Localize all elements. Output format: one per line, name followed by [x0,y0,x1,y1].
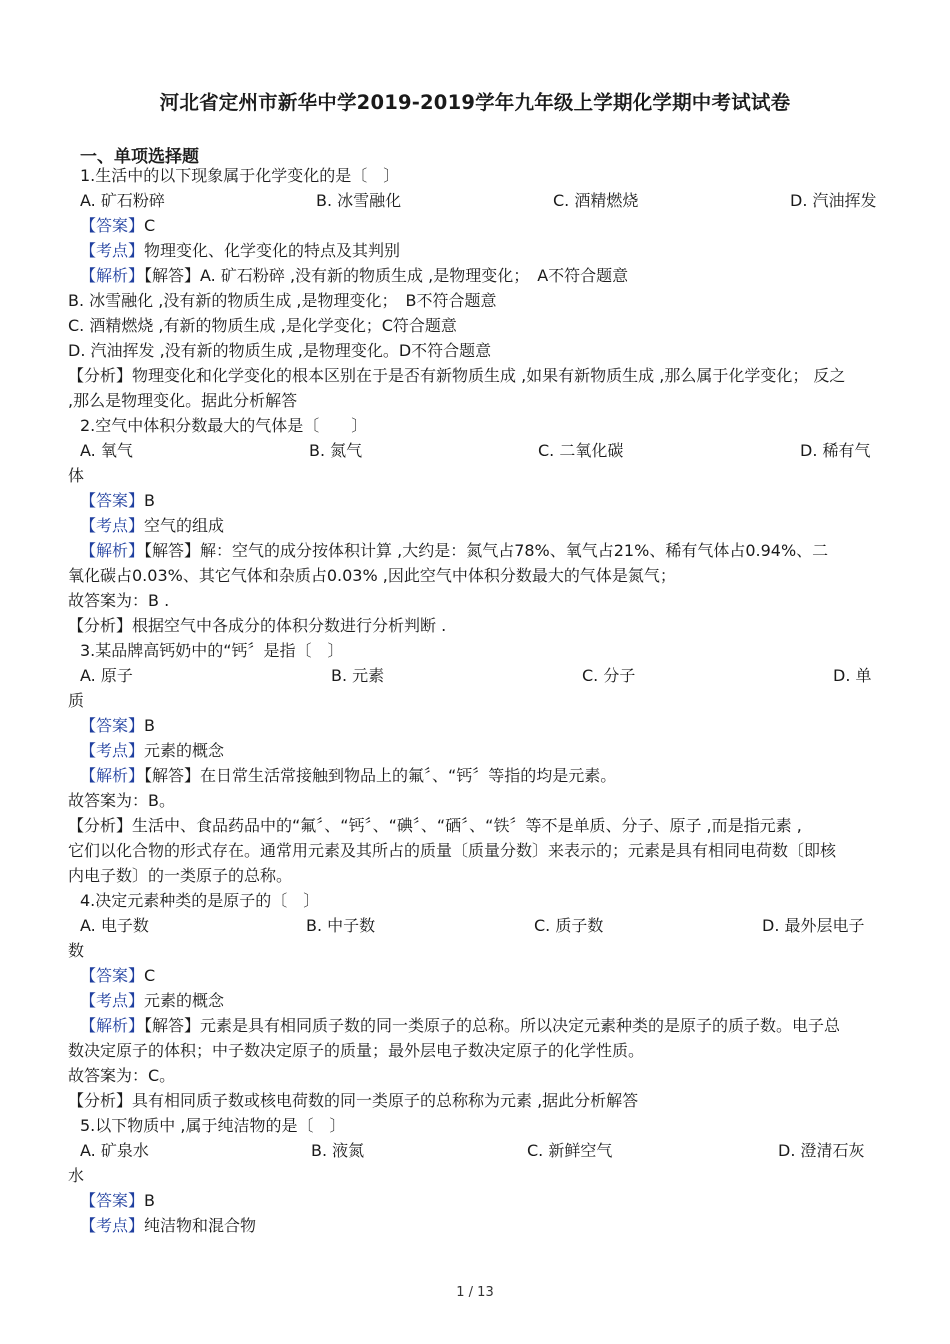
text-line: 【分析】生活中、食品药品中的“氟〞、“钙〞、“碘〞、“硒〞、“铁〞等不是单质、分子、原子 ,而是指元素 , [68,816,802,835]
text-line: 故答案为：B . [68,591,170,610]
text-line: C. 酒精燃烧 ,有新的物质生成 ,是化学变化；C符合题意 [68,316,457,335]
answer-option: D. 稀有气 [800,441,871,460]
text-line: 质 [68,691,85,710]
label-content: B [144,491,155,510]
answer-option: A. 原子 [80,666,133,685]
page-number: 1 / 13 [456,1285,494,1300]
text-line: 2.空气中体积分数最大的气体是〔 〕 [80,416,368,435]
text-line: B. 冰雪融化 ,没有新的物质生成 ,是物理变化； B不符合题意 [68,291,497,310]
label-tag: 【答案】 [80,216,145,235]
labeled-line [80,713,155,738]
answer-option: C. 二氧化碳 [538,441,624,460]
text-line: 数决定原子的体积；中子数决定原子的质量；最外层电子数决定原子的化学性质。 [68,1041,645,1060]
answer-option: A. 矿泉水 [80,1141,149,1160]
label-content: B [144,716,155,735]
answer-option: A. 电子数 [80,916,149,935]
label-tag: 【答案】 [80,491,145,510]
labeled-line [80,963,155,988]
labeled-line [80,1213,256,1238]
text-line: 它们以化合物的形式存在。通常用元素及其所占的质量〔质量分数〕来表示的；元素是具有相同电荷数〔即核 [68,841,837,860]
label-tag: 【考点】 [80,1216,145,1235]
answer-option: A. 矿石粉碎 [80,191,165,210]
label-tag: 【答案】 [80,716,145,735]
section-heading: 一、单项选择题 [80,147,199,167]
answer-option: C. 新鲜空气 [527,1141,613,1160]
answer-option: B. 冰雪融化 [316,191,402,210]
label-content: 纯洁物和混合物 [144,1216,257,1235]
answer-option: C. 酒精燃烧 [553,191,639,210]
answer-option: B. 元素 [331,666,385,685]
label-content: 【解答】在日常生活常接触到物品上的氟〞、“钙〞等指的均是元素。 [144,766,617,785]
labeled-line [80,213,155,238]
answer-option: C. 分子 [582,666,636,685]
text-line: 5.以下物质中 ,属于纯洁物的是〔 〕 [80,1116,346,1135]
label-tag: 【解析】 [80,266,145,285]
answer-option: D. 最外层电子 [762,916,865,935]
label-tag: 【解析】 [80,766,145,785]
label-content: B [144,1191,155,1210]
text-line: 3.某品牌高钙奶中的“钙〞是指〔 〕 [80,641,344,660]
labeled-line [80,988,224,1013]
answer-option: D. 单 [833,666,872,685]
labeled-line [80,263,628,288]
text-line: ,那么是物理变化。据此分析解答 [68,391,298,410]
labeled-line [80,1013,840,1038]
label-tag: 【考点】 [80,991,145,1010]
answer-option: D. 澄清石灰 [778,1141,865,1160]
answer-option: B. 液氮 [311,1141,365,1160]
text-line: 1.生活中的以下现象属于化学变化的是〔 〕 [80,166,400,185]
labeled-line [80,1188,155,1213]
labeled-line [80,763,616,788]
label-tag: 【解析】 [80,541,145,560]
label-content: 空气的组成 [144,516,225,535]
text-line: 数 [68,941,85,960]
labeled-line [80,538,828,563]
text-line: 【分析】物理变化和化学变化的根本区别在于是否有新物质生成 ,如果有新物质生成 ,那么属于化学变化； 反之 [68,366,846,385]
answer-option: C. 质子数 [534,916,604,935]
text-line: 氧化碳占0.03%、其它气体和杂质占0.03% ,因此空气中体积分数最大的气体是氮气； [68,566,676,585]
label-content: 【解答】解：空气的成分按体积计算 ,大约是：氮气占78%、氧气占21%、稀有气体占0.94%、二 [144,541,829,560]
label-tag: 【考点】 [80,241,145,260]
label-content: 物理变化、化学变化的特点及其判别 [144,241,401,260]
label-content: C [144,216,156,235]
labeled-line [80,238,400,263]
text-line: 内电子数〕的一类原子的总称。 [68,866,293,885]
label-content: 【解答】A. 矿石粉碎 ,没有新的物质生成 ,是物理变化； A不符合题意 [144,266,629,285]
answer-option: B. 氮气 [309,441,363,460]
label-content: 元素的概念 [144,741,225,760]
label-tag: 【答案】 [80,966,145,985]
text-line: 故答案为：C。 [68,1066,176,1085]
label-content: 元素的概念 [144,991,225,1010]
answer-option: B. 中子数 [306,916,376,935]
text-line: 水 [68,1166,85,1185]
text-line: 故答案为：B。 [68,791,175,810]
labeled-line [80,488,155,513]
text-line: 【分析】具有相同质子数或核电荷数的同一类原子的总称称为元素 ,据此分析解答 [68,1091,639,1110]
page-title: 河北省定州市新华中学2019-2019学年九年级上学期化学期中考试试卷 [159,91,791,114]
label-tag: 【考点】 [80,516,145,535]
label-content: C [144,966,156,985]
text-line: 体 [68,466,85,485]
label-tag: 【答案】 [80,1191,145,1210]
label-content: 【解答】元素是具有相同质子数的同一类原子的总称。所以决定元素种类的是原子的质子数。电子总 [144,1016,841,1035]
labeled-line [80,738,224,763]
answer-option: D. 汽油挥发 [790,191,877,210]
label-tag: 【考点】 [80,741,145,760]
label-tag: 【解析】 [80,1016,145,1035]
text-line: 4.决定元素种类的是原子的〔 〕 [80,891,320,910]
text-line: 【分析】根据空气中各成分的体积分数进行分析判断 . [68,616,447,635]
answer-option: A. 氧气 [80,441,133,460]
labeled-line [80,513,224,538]
text-line: D. 汽油挥发 ,没有新的物质生成 ,是物理变化。D不符合题意 [68,341,492,360]
